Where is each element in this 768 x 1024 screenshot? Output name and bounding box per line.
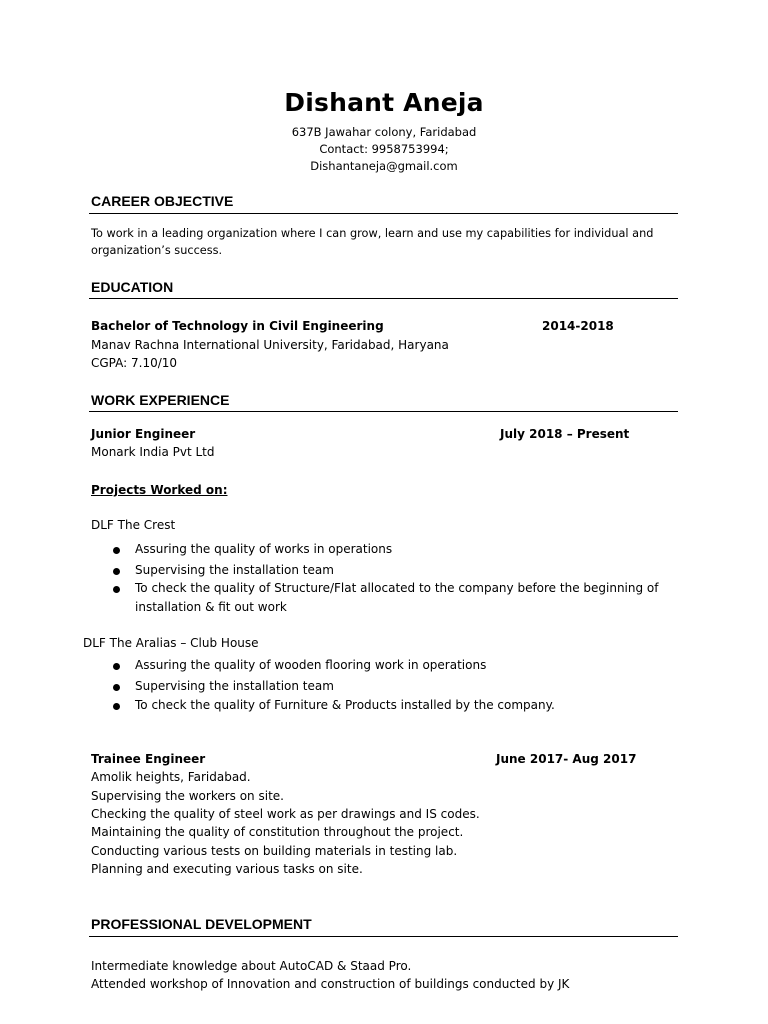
section-divider (89, 936, 678, 937)
education-years: 2014-2018 (542, 319, 614, 333)
bullet-icon (113, 684, 120, 691)
list-item-continuation: installation & fit out work (135, 600, 287, 614)
projects-heading: Projects Worked on: (91, 483, 228, 497)
job-detail: Maintaining the quality of constitution throughout the project. (91, 825, 464, 839)
section-divider (89, 298, 678, 299)
bullet-icon (113, 703, 120, 710)
job-dates: June 2017- Aug 2017 (496, 752, 637, 766)
work-experience-heading: WORK EXPERIENCE (91, 392, 230, 408)
candidate-name: Dishant Aneja (284, 88, 484, 117)
company-name: Monark India Pvt Ltd (91, 445, 215, 459)
job-detail: Supervising the workers on site. (91, 789, 284, 803)
development-item: Attended workshop of Innovation and construction of buildings conducted by JK (91, 977, 570, 991)
job-detail: Checking the quality of steel work as per drawings and IS codes. (91, 807, 480, 821)
job-dates: July 2018 – Present (500, 427, 630, 441)
professional-development-heading: PROFESSIONAL DEVELOPMENT (91, 916, 312, 932)
project-name: DLF The Crest (91, 518, 176, 532)
bullet-icon (113, 568, 120, 575)
phone-contact: Contact: 9958753994; (319, 142, 449, 156)
career-objective-heading: CAREER OBJECTIVE (91, 193, 234, 209)
job-role: Trainee Engineer (91, 752, 206, 766)
education-heading: EDUCATION (91, 279, 174, 295)
job-detail: Amolik heights, Faridabad. (91, 770, 251, 784)
job-detail: Conducting various tests on building materials in testing lab. (91, 844, 458, 858)
bullet-icon (113, 586, 120, 593)
bullet-icon (113, 547, 120, 554)
university-name: Manav Rachna International University, Faridabad, Haryana (91, 338, 449, 352)
section-divider (89, 213, 678, 214)
section-divider (89, 411, 678, 412)
project-name: DLF The Aralias – Club House (83, 636, 259, 650)
objective-line-1: To work in a leading organization where I can grow, learn and use my capabilities for individual and (91, 227, 654, 240)
degree-title: Bachelor of Technology in Civil Engineering (91, 319, 384, 333)
address: 637B Jawahar colony, Faridabad (291, 125, 477, 139)
job-detail: Planning and executing various tasks on site. (91, 862, 363, 876)
job-role: Junior Engineer (91, 427, 196, 441)
objective-line-2: organization’s success. (91, 244, 223, 257)
bullet-icon (113, 663, 120, 670)
cgpa: CGPA: 7.10/10 (91, 356, 178, 370)
resume-page: Dishant Aneja 637B Jawahar colony, Faridabad Contact: 9958753994; Dishantaneja@gmail.com CAREER OBJECTIVE To work in a leading organization where I can grow, learn and use my capabilities for individual and organization’s success. EDUCATION Bachelor of Technology in Civil Engineering 2014-2018 Manav Rachna International University, Faridabad, Haryana CGPA: 7.10/10 WORK EXPERIENCE Junior Engineer July 2018 – Present Monark India Pvt Ltd Projects Worked on: DLF The Crest Assuring the quality of works in operations Supervising the installation team To check the quality of Structure/Flat allocated to the company before the beginning of installation & fit out work DLF The Aralias – Club House Assuring the quality of wooden flooring work in operations Supervising the installation team To check the quality of Furniture & Products installed by the company. Trainee Engineer June 2017- Aug 2017 Amolik heights, Faridabad. Supervising the workers on site. Checking the quality of steel work as per drawings and IS codes. Maintaining the quality of constitution throughout the project. Conducting various tests on building materials in testing lab. Planning and executing various tasks on site. PROFESSIONAL DEVELOPMENT Intermediate knowledge about AutoCAD & Staad Pro. Attended workshop of Innovation and construction of buildings conducted by JK (0, 0, 768, 1024)
email-address: Dishantaneja@gmail.com (310, 159, 458, 173)
development-item: Intermediate knowledge about AutoCAD & Staad Pro. (91, 959, 412, 973)
